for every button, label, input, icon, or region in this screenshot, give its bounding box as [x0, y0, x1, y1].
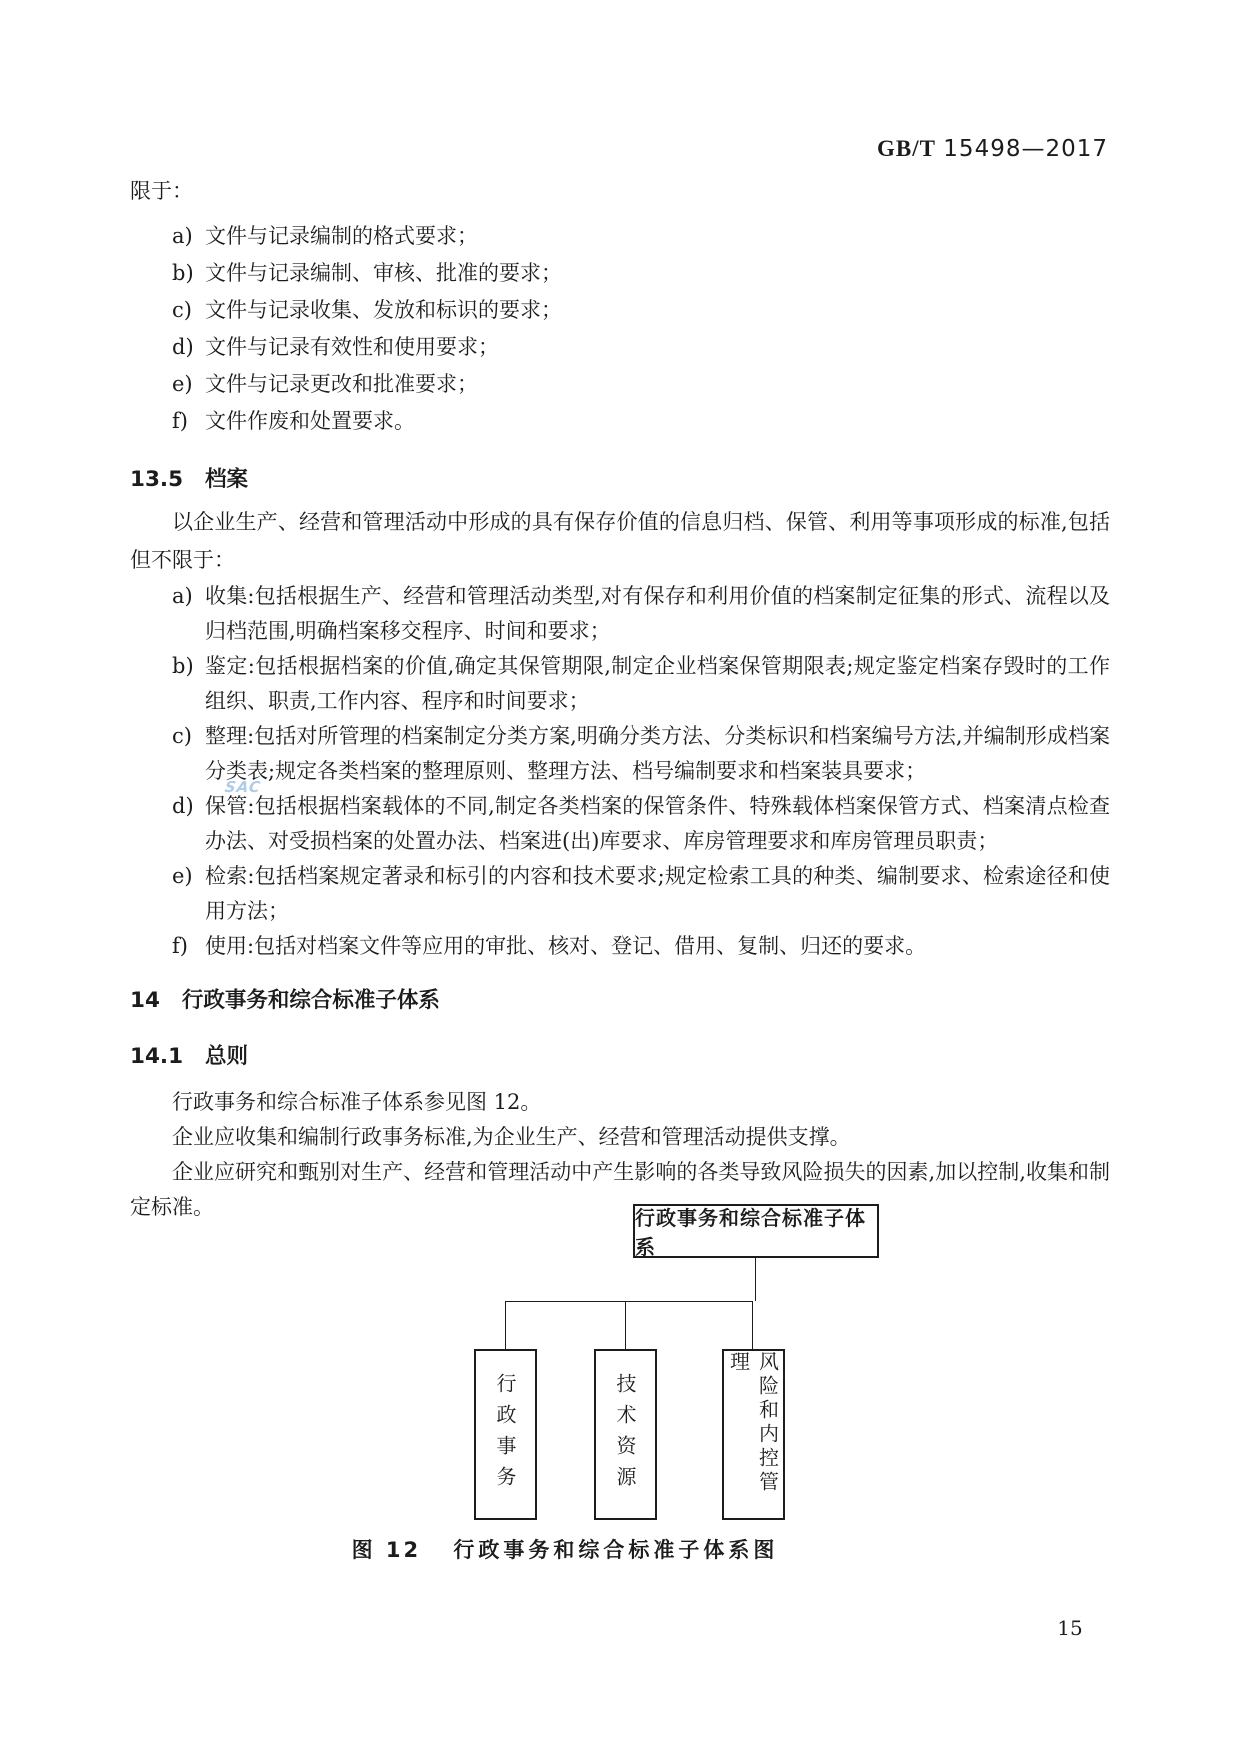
item-label: e) [172, 864, 193, 888]
item-label: a) [172, 224, 193, 248]
section-heading-14 [130, 986, 1110, 1016]
figure-caption [130, 1534, 1000, 1564]
item-text: 文件与记录更改和批准要求； [205, 372, 478, 396]
item-text: 保管:包括根据档案载体的不同,制定各类档案的保管条件、特殊载体档案保管方式、档案清点检查办法、对受损档案的处置办法、档案进(出)库要求、库房管理要求和库房管理员职责； [205, 794, 1110, 853]
page-number: 15 [1057, 1616, 1083, 1640]
item-label: b) [172, 654, 194, 678]
figure-child-box: 行政事务 [474, 1349, 537, 1520]
figure-root-box: 行政事务和综合标准子体系 [633, 1204, 879, 1258]
paragraph: 以企业生产、经营和管理活动中形成的具有保存价值的信息归档、保管、利用等事项形成的标准,包括但不限于： [130, 510, 1110, 572]
item-label: b) [172, 261, 194, 285]
list-item [172, 329, 1110, 366]
list-item [172, 403, 1110, 440]
list-item [172, 292, 1110, 329]
list-item [172, 789, 1110, 859]
list-item [172, 719, 1110, 789]
connector-line [505, 1301, 752, 1302]
item-text: 文件与记录编制、审核、批准的要求； [205, 261, 562, 285]
connector-line [505, 1301, 506, 1349]
item-text: 使用:包括对档案文件等应用的审批、核对、登记、借用、复制、归还的要求。 [205, 934, 927, 958]
list-item [172, 649, 1110, 719]
list-item [172, 929, 1110, 964]
item-text: 收集:包括根据生产、经营和管理活动类型,对有保存和利用价值的档案制定征集的形式、流程以及归档范围,明确档案移交程序、时间和要求； [205, 584, 1110, 643]
figure-caption-title: 行政事务和综合标准子体系图 [453, 1538, 779, 1562]
section-number: 14 [130, 988, 160, 1013]
item-label: e) [172, 372, 193, 396]
section-title: 行政事务和综合标准子体系 [181, 988, 440, 1013]
section-title: 总则 [205, 1044, 249, 1069]
section-heading-13-5 [130, 465, 1110, 495]
standard-code-number: 15498—2017 [943, 136, 1108, 162]
item-label: c) [172, 724, 192, 748]
item-label: a) [172, 584, 193, 608]
item-text: 文件与记录收集、发放和标识的要求； [205, 298, 562, 322]
paragraph: 企业应收集和编制行政事务标准,为企业生产、经营和管理活动提供支撑。 [172, 1125, 851, 1149]
item-label: d) [172, 335, 194, 359]
archives-list [130, 579, 1110, 964]
item-label: c) [172, 298, 192, 322]
intro-lead: 限于： [130, 179, 193, 203]
intro-list [130, 218, 1110, 440]
section-number: 14.1 [130, 1044, 184, 1069]
item-text: 文件与记录编制的格式要求； [205, 224, 478, 248]
standard-code-prefix: GB/T [877, 136, 936, 161]
item-text: 文件作废和处置要求。 [205, 409, 415, 433]
list-item [172, 218, 1110, 255]
figure-child-box: 技术资源 [594, 1349, 657, 1520]
figure-child-box: 风险和内控管理 [722, 1349, 785, 1520]
connector-line [625, 1301, 626, 1349]
item-text: 整理:包括对所管理的档案制定分类方案,明确分类方法、分类标识和档案编号方法,并编制形成档案分类表;规定各类档案的整理原则、整理方法、档号编制要求和档案装具要求； [205, 724, 1110, 783]
figure-12-diagram [0, 1204, 1241, 1520]
item-text: 检索:包括档案规定著录和标引的内容和技术要求;规定检索工具的种类、编制要求、检索途径和使用方法； [205, 864, 1110, 923]
connector-line [752, 1301, 753, 1349]
item-label: d) [172, 794, 194, 818]
item-label: f) [172, 409, 188, 433]
list-item [172, 255, 1110, 292]
section-number: 13.5 [130, 467, 184, 492]
figure-caption-label: 图 12 [351, 1538, 422, 1562]
connector-line [755, 1258, 756, 1301]
item-text: 文件与记录有效性和使用要求； [205, 335, 499, 359]
item-text: 鉴定:包括根据档案的价值,确定其保管期限,制定企业档案保管期限表;规定鉴定档案存毁时的工作组织、职责,工作内容、程序和时间要求； [205, 654, 1110, 713]
section-heading-14-1 [130, 1042, 1110, 1072]
list-item [172, 579, 1110, 649]
paragraph: 行政事务和综合标准子体系参见图 12。 [172, 1090, 542, 1114]
section-title: 档案 [205, 467, 249, 492]
sac-watermark: SAC [223, 778, 263, 796]
paragraph: 企业应研究和甄别对生产、经营和管理活动中产生影响的各类导致风险损失的因素,加以控制,收集和制定标准。 [130, 1160, 1110, 1219]
list-item [172, 859, 1110, 929]
item-label: f) [172, 934, 188, 958]
list-item [172, 366, 1110, 403]
figure-canvas [130, 1204, 1110, 1520]
